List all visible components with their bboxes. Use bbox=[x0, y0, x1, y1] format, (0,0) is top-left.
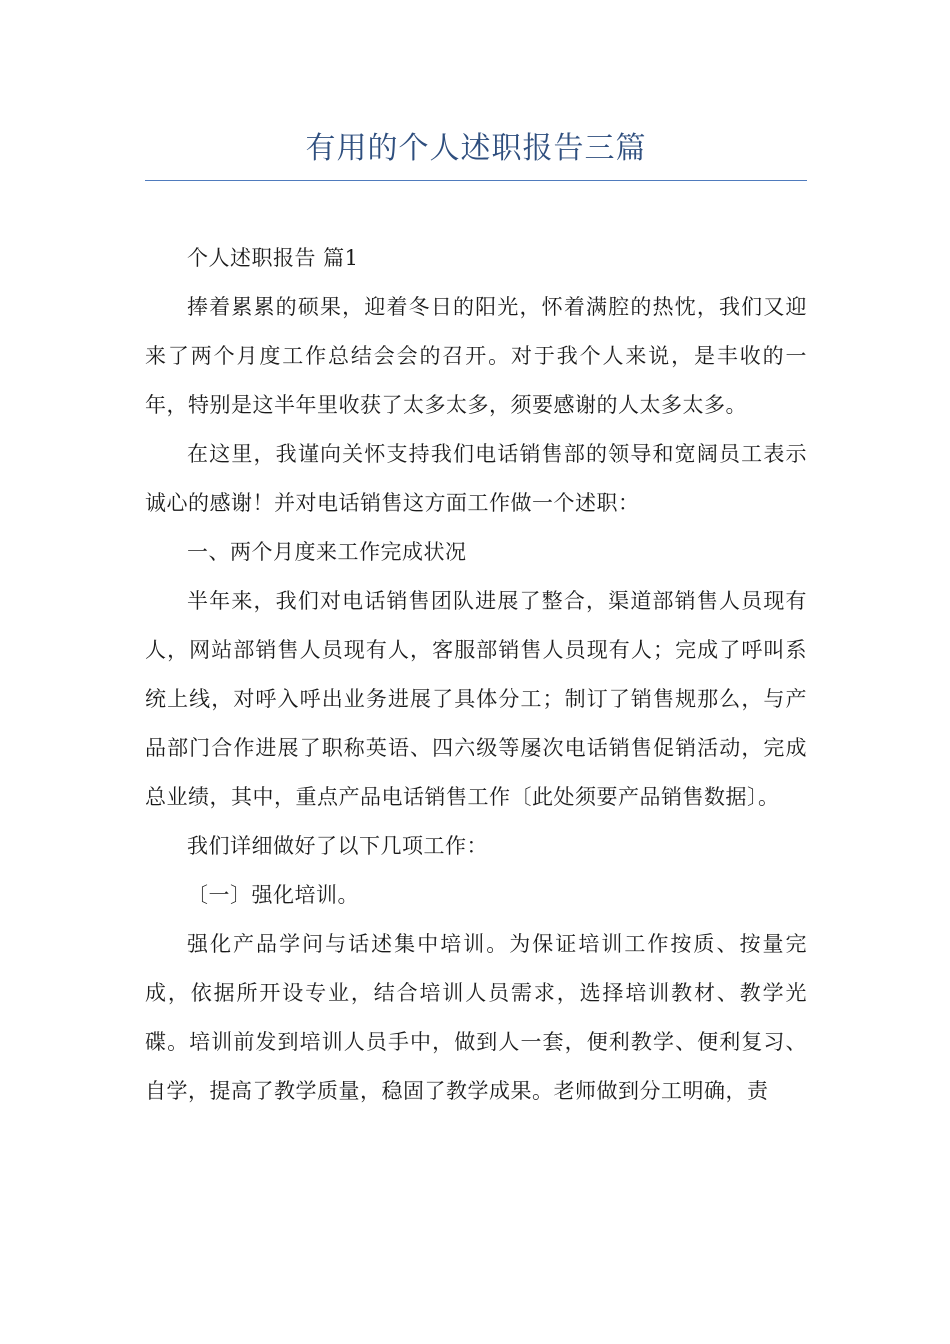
title-underline bbox=[145, 180, 807, 181]
paragraph: 我们详细做好了以下几项工作： bbox=[187, 834, 488, 858]
paragraph: 半年来，我们对电话销售团队进展了整合，渠道部销售人员现有人，网站部销售人员现有人，客服部销售人员现有人；完成了呼叫系统上线，对呼入呼出业务进展了具体分工；制订了销售规那么，与产品部门合作进展了职称英语、四六级等屡次电话销售促销活动，完成总业绩，其中，重点产品电话销售工作〔此处须要产品销售数据〕。 bbox=[145, 589, 807, 809]
document-body bbox=[145, 234, 807, 1116]
section-heading: 个人述职报告 篇1 bbox=[187, 246, 359, 270]
paragraph: 在这里，我谨向关怀支持我们电话销售部的领导和宽阔员工表示诚心的感谢！并对电话销售这方面工作做一个述职： bbox=[145, 442, 807, 515]
subsection-heading: 一、两个月度来工作完成状况 bbox=[187, 540, 467, 564]
subsection-heading: 〔一〕强化培训。 bbox=[187, 883, 359, 907]
document-title: 有用的个人述职报告三篇 bbox=[305, 131, 647, 166]
paragraph: 捧着累累的硕果，迎着冬日的阳光，怀着满腔的热忱，我们又迎来了两个月度工作总结会会的召开。对于我个人来说，是丰收的一年，特别是这半年里收获了太多太多，须要感谢的人太多太多。 bbox=[145, 295, 807, 417]
paragraph: 强化产品学问与话述集中培训。为保证培训工作按质、按量完成，依据所开设专业，结合培训人员需求，选择培训教材、教学光碟。培训前发到培训人员手中，做到人一套，便利教学、便利复习、自学，提高了教学质量，稳固了教学成果。老师做到分工明确，责 bbox=[145, 932, 807, 1103]
